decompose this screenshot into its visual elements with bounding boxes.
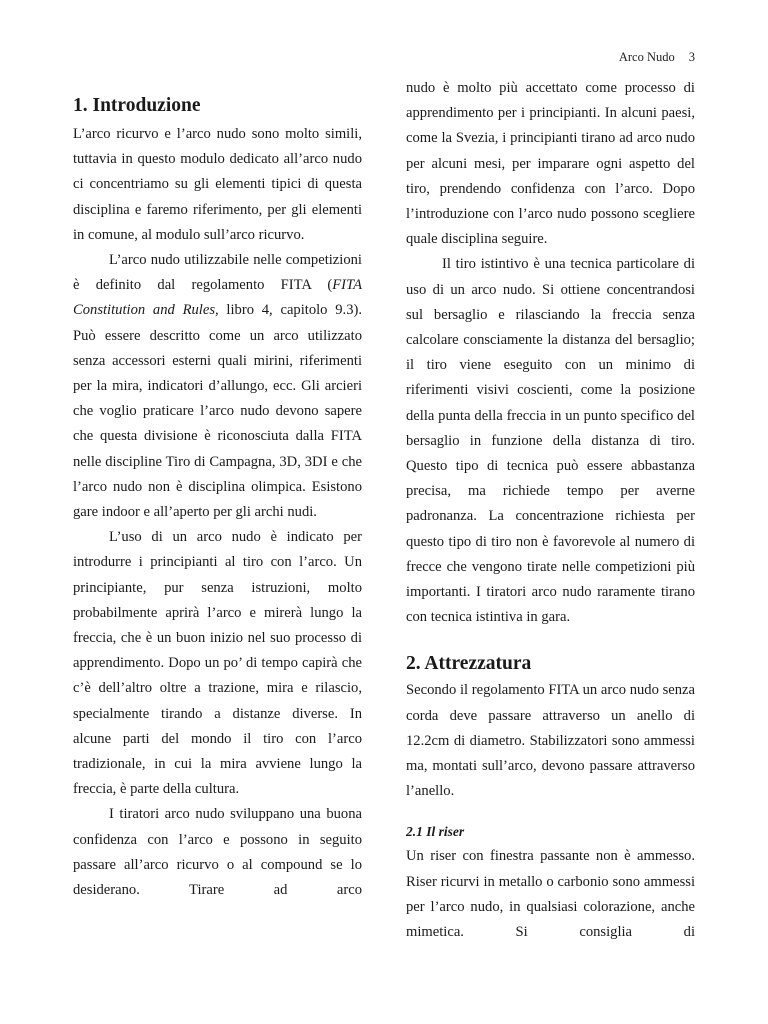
paragraph: nudo è molto più accettato come processo di apprendimento per i principianti. In alcuni paesi, come la Svezia, i principianti tirano ad arco nudo per alcuni mesi, per imparare ogni aspetto del tiro, prendendo confidenza con l’arco. Dopo l’introduzione con l’arco nudo possono scegliere quale disciplina seguire. bbox=[406, 80, 695, 248]
right-column bbox=[406, 76, 695, 945]
paragraph: I tiratori arco nudo sviluppano una buona confidenza con l’arco e possono in seguito passare all’arco ricurvo o al compound se lo desiderano. Tirare ad arco bbox=[73, 806, 362, 899]
paragraph-text: L’arco nudo utilizzabile nelle competizioni è definito dal regolamento FITA ( bbox=[73, 252, 362, 294]
paragraph: L’arco ricurvo e l’arco nudo sono molto simili, tuttavia in questo modulo dedicato all’arco nudo ci concentriamo su gli elementi tipici di questa disciplina e faremo riferimento, per gli elementi in comune, al modulo sull’arco ricurvo. bbox=[73, 126, 362, 243]
italic-title: FITA Constitution and Rules bbox=[73, 277, 362, 319]
page-number: 3 bbox=[688, 50, 695, 64]
running-header bbox=[619, 50, 695, 65]
paragraph: Il tiro istintivo è una tecnica particolare di uso di un arco nudo. Si ottiene concentrandosi sul bersaglio e rilasciando la freccia senza calcolare consciamente la distanza del bersaglio; il tiro viene eseguito con un minimo di riferimenti visivi coscienti, come la posizione della punta della freccia in un punto specifico del bersaglio in funzione della distanza di tiro. Questo tipo di tecnica può essere abbastanza precisa, ma richiede tempo per averne padronanza. La concentrazione richiesta per questo tipo di tiro non è favorevole al numero di frecce che vengono tirate nelle competizioni più importanti. I tiratori arco nudo raramente tirano con tecnica istintiva in gara. bbox=[406, 256, 695, 626]
paragraph-text: , libro 4, capitolo 9.3). Può essere descritto come un arco utilizzato senza accessori esterni quali mirini, riferimenti per la mira, indicatori d’allungo, ecc. Gli arcieri che voglio praticare l’arco nudo devono sapere che questa divisione è riconosciuta dalla FITA nelle discipline Tiro di Campagna, 3D, 3DI e che l’arco nudo non è disciplina olimpica. Esistono gare indoor e all’aperto per gli archi nudi. bbox=[73, 302, 362, 521]
running-header-title: Arco Nudo bbox=[618, 50, 675, 64]
subsection-heading-riser: 2.1 Il riser bbox=[406, 824, 465, 840]
paragraph: Un riser con finestra passante non è ammesso. Riser ricurvi in metallo o carbonio sono ammessi per l’arco nudo, in qualsiasi colorazione, anche mimetica. Si consiglia di bbox=[406, 848, 695, 941]
paragraph: L’uso di un arco nudo è indicato per introdurre i principianti al tiro con l’arco. Un principiante, pur senza istruzioni, molto probabilmente aprirà l’arco e mirerà lungo la freccia, che è un buon inizio nel suo processo di apprendimento. Dopo un po’ di tempo capirà che c’è dell’altro oltre a trazione, mira e rilascio, specialmente tirando a distanze diverse. In alcune parti del mondo il tiro con l’arco tradizionale, in cui la mira avviene lungo la freccia, è parte della cultura. bbox=[73, 529, 362, 798]
paragraph: Secondo il regolamento FITA un arco nudo senza corda deve passare attraverso un anello di 12.2cm di diametro. Stabilizzatori sono ammessi ma, montati sull’arco, devono passare attraverso l’anello. bbox=[406, 682, 695, 800]
section-heading-attrezzatura: 2. Attrezzatura bbox=[406, 653, 532, 675]
section-heading-introduzione: 1. Introduzione bbox=[73, 95, 201, 116]
left-column bbox=[73, 76, 362, 903]
paragraph bbox=[73, 248, 362, 525]
